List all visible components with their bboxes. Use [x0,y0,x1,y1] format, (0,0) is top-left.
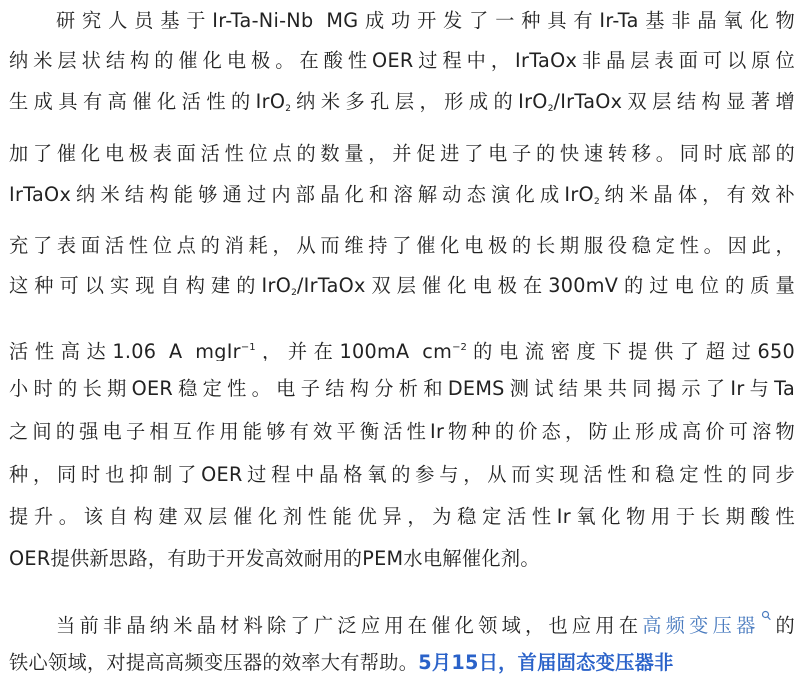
superscript: −2 [452,342,467,353]
text: 提升。该自构建双层催化剂性能优异，为稳定活性Ir氧化物用于长期酸性 [9,505,795,528]
paragraph-1-line-12 [9,504,795,530]
paragraph-1-line-4 [9,141,795,167]
text: 铁心领域，对提高高频变压器的效率大有帮助。 [9,651,419,674]
paragraph-1-line-10 [9,419,795,445]
text: 当前非晶纳米晶材料除了广泛应用在催化领域，也应用在 [56,614,643,636]
text: 研究人员基于Ir-Ta-Ni-Nb MG成功开发了一种具有Ir-Ta基非晶氧化物 [56,9,795,32]
text: 小时的长期OER稳定性。电子结构分析和DEMS测试结果共同揭示了Ir与Ta [9,377,795,400]
text: 这种可以实现自构建的IrO [9,274,292,297]
paragraph-1-line-11 [9,462,795,488]
text: 生成具有高催化活性的IrO [9,90,286,113]
paragraph-1-line-9 [9,376,795,402]
text: /IrTaOx双层结构显著增 [553,90,795,113]
text: 的电流密度下提供了超过650 [466,340,795,361]
text: 之间的强电子相互作用能够有效平衡活性Ir物种的价态，防止形成高价可溶物 [9,420,795,443]
text: /IrTaOx双层催化电极在300mV的过电位的质量 [296,274,795,297]
link-text: 高频变压器 [642,614,760,636]
text: 种，同时也抑制了OER过程中晶格氧的参与，从而实现活性和稳定性的同步 [9,463,795,486]
text: 纳米层状结构的催化电极。在酸性OER过程中，IrTaOx非晶层表面可以原位 [9,49,795,72]
text: 充了表面活性位点的消耗，从而维持了催化电极的长期服役稳定性。因此， [9,234,795,257]
paragraph-2-line-1 [56,610,795,636]
subscript: 2 [593,197,600,207]
text: 的 [771,614,795,636]
paragraph-1-line-8 [9,335,795,361]
subscript: 2 [291,288,297,298]
paragraph-1-line-3 [9,89,795,115]
paragraph-1-line-7 [9,273,795,299]
paragraph-1-line-1 [56,8,795,34]
text: 活性高达1.06 A mgIr [9,340,241,361]
subscript: 2 [547,104,554,114]
subscript: 2 [285,104,291,114]
text: OER提供新思路，有助于开发高效耐用的PEM水电解催化剂。 [9,547,540,570]
search-link[interactable] [642,614,771,636]
paragraph-2-line-2 [9,650,795,676]
highlighted-text: 5月15日，首届固态变压器非 [418,651,674,674]
superscript: −1 [240,342,256,353]
search-icon [761,610,772,624]
paragraph-1-line-13 [9,546,795,572]
paragraph-1-line-6 [9,233,795,259]
paragraph-1-line-2 [9,48,795,74]
paragraph-1-line-5 [9,182,795,208]
text: 纳米晶体，有效补 [599,183,795,206]
text: ，并在100mA cm [255,340,453,361]
text: 纳米多孔层，形成的IrO [290,90,548,113]
text: IrTaOx纳米结构能够通过内部晶化和溶解动态演化成IrO [9,183,594,206]
text: 加了催化电极表面活性位点的数量，并促进了电子的快速转移。同时底部的 [9,142,795,165]
